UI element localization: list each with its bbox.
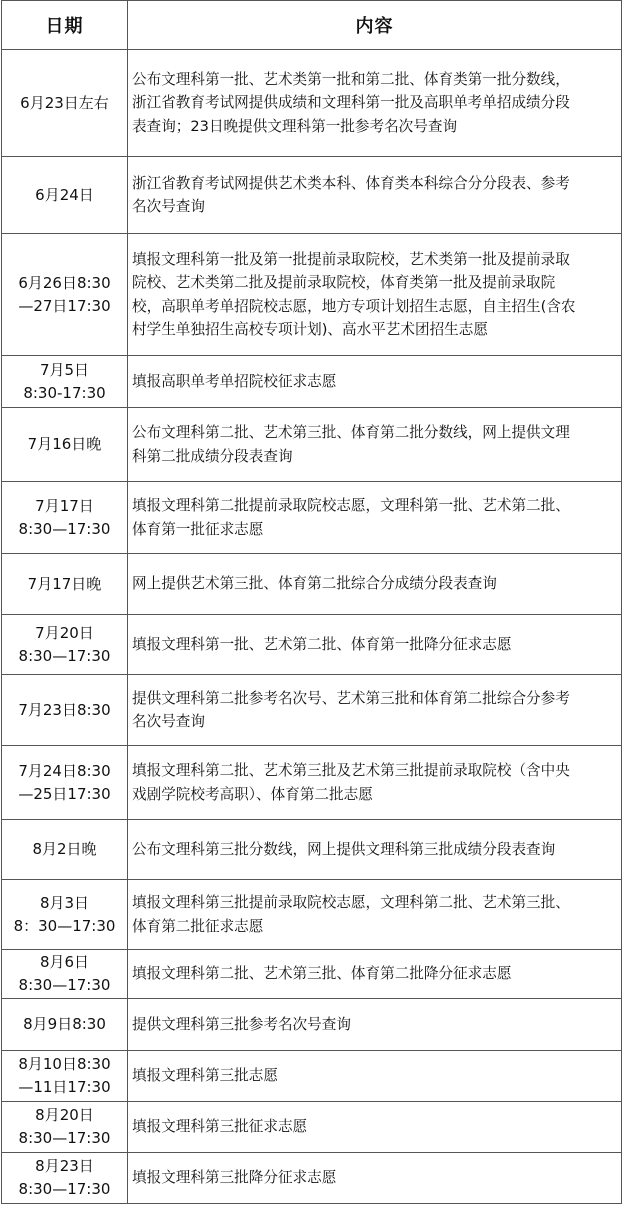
row-date: 6月26日8:30 —27日17:30 [2, 234, 128, 356]
row-content: 填报文理科第三批提前录取院校志愿，文理科第二批、艺术第三批、 体育第二批征求志愿 [128, 880, 622, 950]
row-content: 公布文理科第三批分数线，网上提供文理科第三批成绩分段表查询 [128, 820, 622, 880]
row-content: 填报文理科第三批志愿 [128, 1051, 622, 1102]
row-content: 提供文理科第二批参考名次号、艺术第三批和体育第二批综合分参考 名次号查询 [128, 675, 622, 746]
table-row [2, 554, 622, 615]
row-content: 填报高职单考单招院校征求志愿 [128, 356, 622, 408]
row-content: 填报文理科第二批、艺术第三批及艺术第三批提前录取院校（含中央 戏剧学院校考高职）、体育第二批志愿 [128, 746, 622, 820]
row-date: 6月23日左右 [2, 50, 128, 157]
table-row [2, 408, 622, 482]
row-date: 7月16日晚 [2, 408, 128, 482]
row-content: 填报文理科第一批、艺术第二批、体育第一批降分征求志愿 [128, 615, 622, 675]
row-content: 公布文理科第二批、艺术第三批、体育第二批分数线，网上提供文理 科第二批成绩分段表查询 [128, 408, 622, 482]
header-content: 内容 [128, 1, 622, 50]
row-content: 浙江省教育考试网提供艺术类本科、体育类本科综合分分段表、参考 名次号查询 [128, 157, 622, 234]
row-date: 8月9日8:30 [2, 999, 128, 1051]
table-row [2, 356, 622, 408]
row-content: 提供文理科第三批参考名次号查询 [128, 999, 622, 1051]
table-row [2, 50, 622, 157]
table-row [2, 746, 622, 820]
header-date: 日期 [2, 1, 128, 50]
table-header-row [2, 1, 622, 50]
row-content: 填报文理科第三批征求志愿 [128, 1102, 622, 1153]
row-date: 8月20日 8:30—17:30 [2, 1102, 128, 1153]
row-date: 8月10日8:30 —11日17:30 [2, 1051, 128, 1102]
table-row [2, 675, 622, 746]
row-date: 7月17日晚 [2, 554, 128, 615]
table-row [2, 157, 622, 234]
row-date: 7月17日 8:30—17:30 [2, 482, 128, 554]
row-content: 网上提供艺术第三批、体育第二批综合分成绩分段表查询 [128, 554, 622, 615]
row-date: 8月23日 8:30—17:30 [2, 1153, 128, 1204]
table-row [2, 615, 622, 675]
schedule-table [1, 0, 622, 1204]
row-content: 填报文理科第二批提前录取院校志愿，文理科第一批、艺术第二批、 体育第一批征求志愿 [128, 482, 622, 554]
row-date: 7月20日 8:30—17:30 [2, 615, 128, 675]
table-row [2, 999, 622, 1051]
table-row [2, 820, 622, 880]
table-row [2, 234, 622, 356]
row-date: 7月23日8:30 [2, 675, 128, 746]
row-date: 8月3日 8：30—17:30 [2, 880, 128, 950]
table-row [2, 1051, 622, 1102]
table-row [2, 1102, 622, 1153]
table-row [2, 1153, 622, 1204]
row-content: 填报文理科第二批、艺术第三批、体育第二批降分征求志愿 [128, 950, 622, 999]
row-date: 8月2日晚 [2, 820, 128, 880]
row-date: 6月24日 [2, 157, 128, 234]
row-date: 7月5日 8:30-17:30 [2, 356, 128, 408]
row-content: 填报文理科第一批及第一批提前录取院校，艺术类第一批及提前录取 院校、艺术类第二批及提前录取院校，体育类第一批及提前录取院 校，高职单考单招院校志愿，地方专项计划招生志愿，自主招生(含农 村学生单独招生高校专项计划)、高水平艺术团招生志愿 [128, 234, 622, 356]
row-date: 7月24日8:30 —25日17:30 [2, 746, 128, 820]
table-row [2, 482, 622, 554]
table-row [2, 880, 622, 950]
row-content: 填报文理科第三批降分征求志愿 [128, 1153, 622, 1204]
row-content: 公布文理科第一批、艺术类第一批和第二批、体育类第一批分数线， 浙江省教育考试网提供成绩和文理科第一批及高职单考单招成绩分段 表查询；23日晚提供文理科第一批参考名次号查询 [128, 50, 622, 157]
row-date: 8月6日 8:30—17:30 [2, 950, 128, 999]
table-row [2, 950, 622, 999]
